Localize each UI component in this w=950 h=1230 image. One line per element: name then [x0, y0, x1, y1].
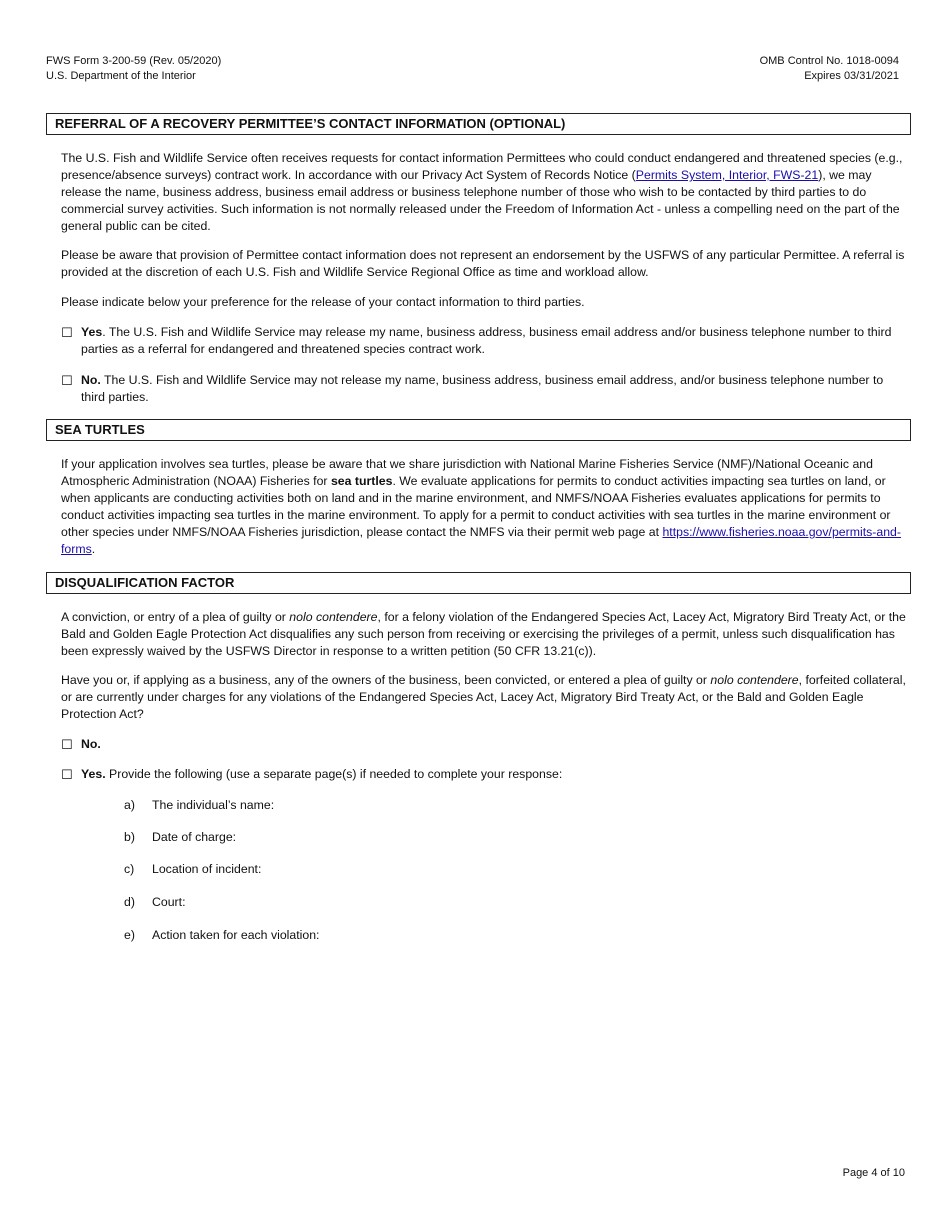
- header-left: [46, 54, 221, 84]
- referral-paragraph-3: [61, 294, 906, 311]
- item-letter: a): [124, 798, 135, 812]
- disqualification-yes-option: [61, 766, 906, 783]
- disq-p2-text-a: Have you or, if applying as a business, any of the owners of the business, been convicted, or entered a plea of guilty or: [61, 673, 711, 687]
- sea-turtles-text-a: If your application involves sea turtles, please be aware that we share jurisdiction with National Marine Fisheries Service (NMF)/National Oceanic and Atmospheric Administration (NOAA) Fisheries for: [61, 457, 873, 488]
- item-letter: b): [124, 830, 135, 844]
- referral-no-label: No.: [81, 373, 101, 387]
- disq-p1-italic: nolo contendere: [289, 610, 378, 624]
- disqualification-section-title: DISQUALIFICATION FACTOR: [46, 572, 911, 594]
- location-of-incident-field-label: Location of incident:: [152, 862, 262, 876]
- referral-p2-text: Please be aware that provision of Permittee contact information does not represent an endorsement by the USFWS of any particular Permittee. A referral is provided at the discretion of each U.S. Fish and Wildlife Service Regional Office as time and workload allow.: [61, 248, 905, 279]
- referral-paragraph-2: [61, 247, 906, 281]
- referral-no-option: [61, 372, 906, 406]
- referral-p3-text: Please indicate below your preference for the release of your contact information to third parties.: [61, 295, 585, 309]
- list-item: [124, 894, 186, 911]
- disq-p1-text-b: , for a felony violation of the Endangered Species Act, Lacey Act, Migratory Bird Treaty Act, or the Bald and Golden Eagle Protection Act disqualifies any such person from receiving or exercising the privileges of a permit, unless such disqualification has been expressly waived by the USFWS Director in response to a written petition (50 CFR 13.21(c)).: [61, 610, 906, 658]
- expiration-date: Expires 03/31/2021: [804, 70, 899, 82]
- referral-no-text: The U.S. Fish and Wildlife Service may not release my name, business address, business email address, and/or business telephone number to third parties.: [81, 373, 884, 404]
- item-letter: e): [124, 928, 135, 942]
- disqualification-yes-checkbox[interactable]: ☐: [61, 767, 73, 782]
- header-right: [760, 54, 899, 84]
- form-number: FWS Form 3-200-59 (Rev. 05/2020): [46, 55, 222, 67]
- omb-control-number: OMB Control No. 1018-0094: [759, 55, 899, 67]
- referral-paragraph-1: [61, 150, 906, 235]
- date-of-charge-field-label: Date of charge:: [152, 830, 237, 844]
- disq-p2-italic: nolo contendere: [710, 673, 799, 687]
- list-item: [124, 861, 261, 878]
- referral-no-checkbox[interactable]: ☐: [61, 373, 73, 388]
- referral-p1-text-b: ), we may release the name, business address, business email address or business telephone number of those who wish to be contacted by third parties to do commercial survey activities. Such information is not normally released under the Freedom of Information Act - unless a compelling need on the part of the general public can be cited.: [61, 168, 900, 233]
- court-field-label: Court:: [152, 895, 186, 909]
- action-taken-field-label: Action taken for each violation:: [152, 928, 320, 942]
- disqualification-paragraph-1: [61, 609, 906, 660]
- disqualification-yes-text: Provide the following (use a separate page(s) if needed to complete your response:: [105, 767, 563, 781]
- department: U.S. Department of the Interior: [46, 70, 196, 82]
- list-item: [124, 797, 274, 814]
- disqualification-yes-label: Yes.: [81, 767, 106, 781]
- referral-yes-label: Yes: [81, 325, 103, 339]
- list-item: [124, 927, 319, 944]
- disq-p2-text-b: , forfeited collateral, or are currently under charges for any violations of the Endangered Species Act, Lacey Act, Migratory Bird Treaty Act, or the Bald and Golden Eagle Protection Act?: [61, 673, 906, 721]
- disqualification-no-label: No.: [81, 737, 101, 751]
- sea-turtles-paragraph: [61, 456, 906, 558]
- referral-yes-option: [61, 324, 906, 358]
- sea-turtles-text-end: .: [91, 542, 96, 556]
- list-item: [124, 829, 236, 846]
- referral-section-title: REFERRAL OF A RECOVERY PERMITTEE’S CONTACT INFORMATION (OPTIONAL): [46, 113, 911, 135]
- noaa-permits-link[interactable]: https://www.fisheries.noaa.gov/permits-and-forms: [61, 525, 901, 556]
- referral-p1-text-a: The U.S. Fish and Wildlife Service often receives requests for contact information Permittees who could conduct endangered and threatened species (e.g., presence/absence surveys) contract work. In accordance with our Privacy Act System of Records Notice (: [61, 151, 903, 182]
- privacy-notice-link[interactable]: Permits System, Interior, FWS-21: [635, 168, 819, 182]
- referral-yes-checkbox[interactable]: ☐: [61, 325, 73, 340]
- referral-yes-text: . The U.S. Fish and Wildlife Service may release my name, business address, business email address and/or business telephone number to third parties as a referral for endangered and threatened species contract work.: [81, 325, 892, 356]
- page-number: Page 4 of 10: [842, 1167, 905, 1179]
- disqualification-paragraph-2: [61, 672, 906, 723]
- sea-turtles-bold: sea turtles: [330, 474, 393, 488]
- sea-turtles-section-title: SEA TURTLES: [46, 419, 911, 441]
- item-letter: c): [124, 862, 135, 876]
- disqualification-no-option: [61, 736, 906, 753]
- disqualification-no-checkbox[interactable]: ☐: [61, 737, 73, 752]
- item-letter: d): [124, 895, 135, 909]
- sea-turtles-text-b: . We evaluate applications for permits to conduct activities impacting sea turtles on land, or when applicants are conducting activities both on land and in the marine environment, and NMFS/NOAA Fisheries evaluates applications for permits to conduct activities impacting sea turtles in the marine environment. To apply for a permit to conduct activities with sea turtles in the marine environment or other species under NMFS/NOAA Fisheries jurisdiction, please contact the NMFS via their permit web page at: [61, 474, 891, 539]
- individual-name-field-label: The individual’s name:: [152, 798, 275, 812]
- disq-p1-text-a: A conviction, or entry of a plea of guilty or: [61, 610, 290, 624]
